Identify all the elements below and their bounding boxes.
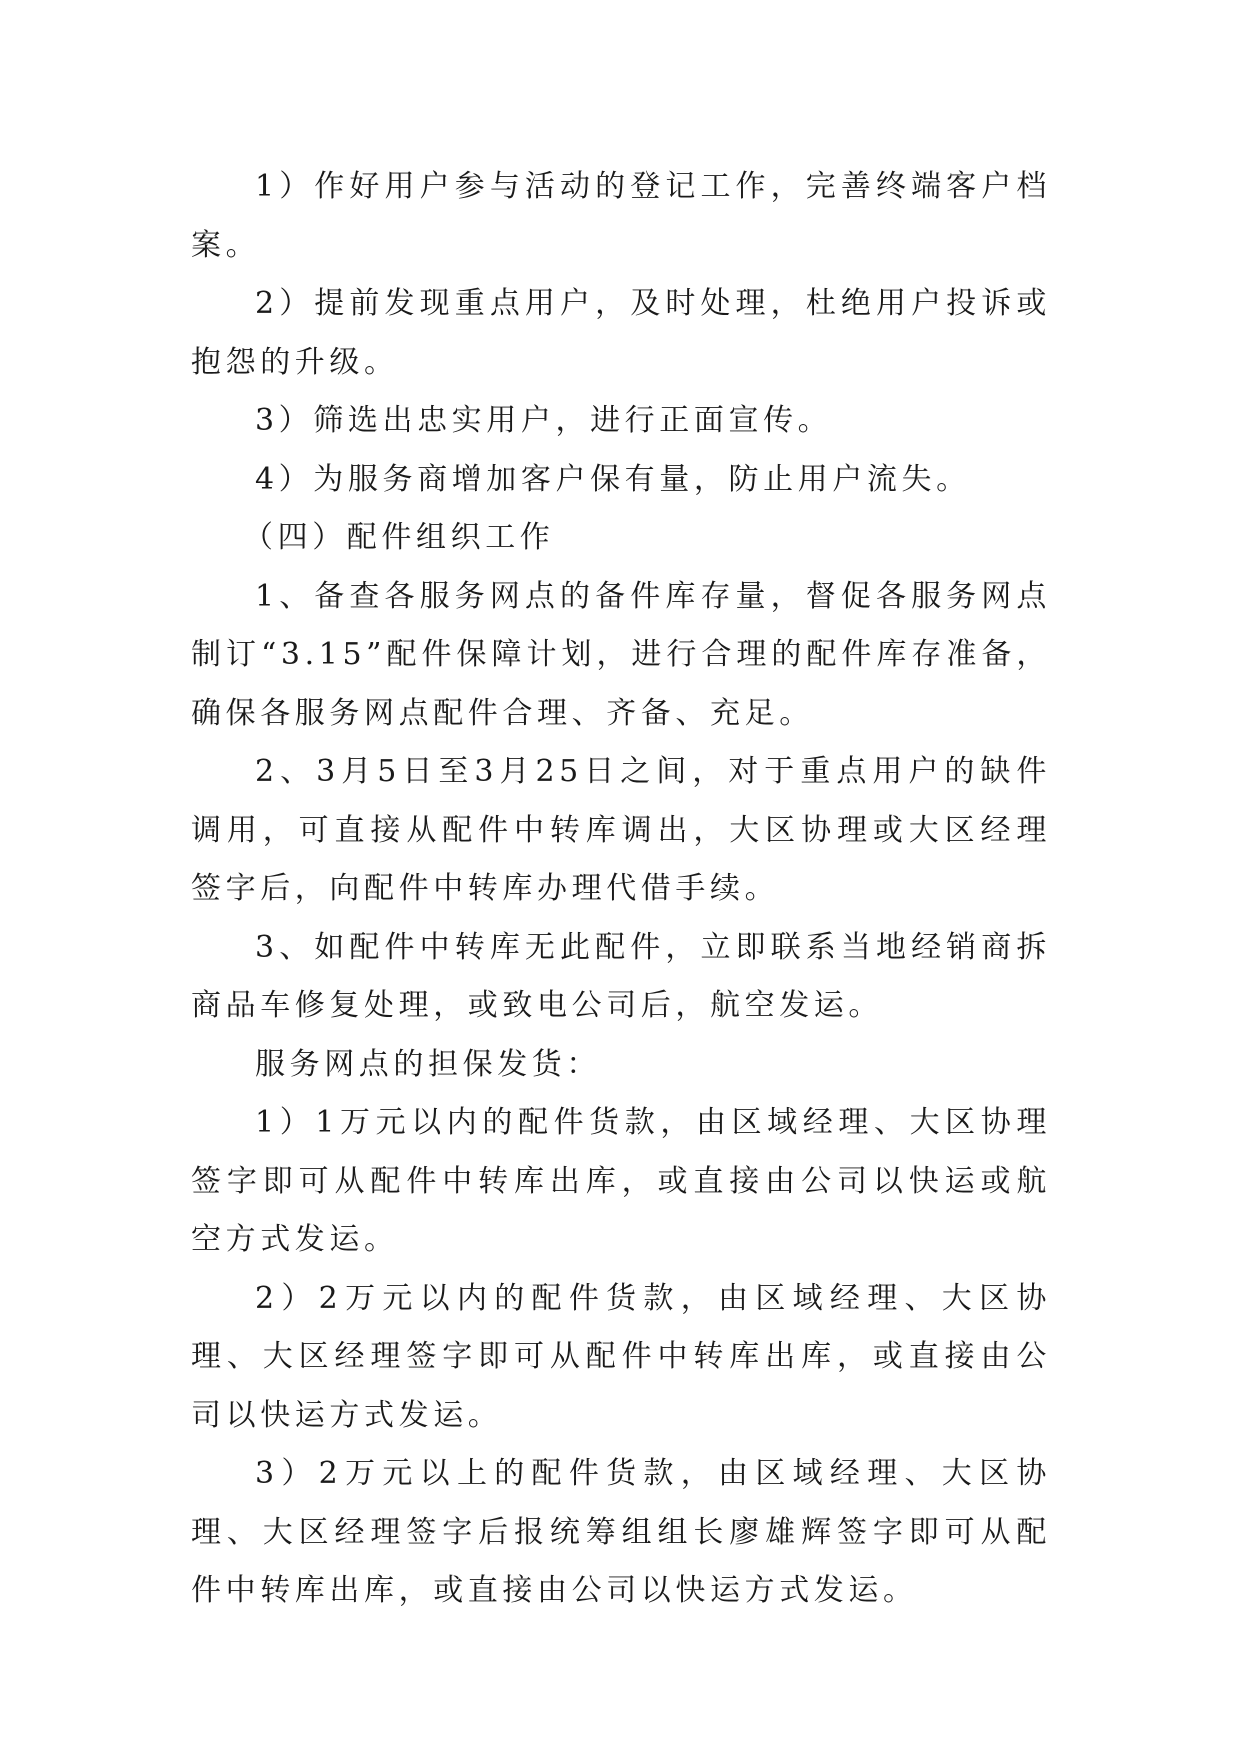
paragraph-5: 1、备查各服务网点的备件库存量，督促各服务网点制订“3.15”配件保障计划，进行合理的配件库存准备，确保各服务网点配件合理、齐备、充足。 xyxy=(191,578,1051,731)
paragraph-9: 1）1万元以内的配件货款，由区域经理、大区协理签字即可从配件中转库出库，或直接由公司以快运或航空方式发运。 xyxy=(191,1105,1051,1257)
document-body xyxy=(191,158,1051,1621)
paragraph-3: 3）筛选出忠实用户，进行正面宣传。 xyxy=(255,403,833,438)
paragraph-6: 2、3月5日至3月25日之间，对于重点用户的缺件调用，可直接从配件中转库调出，大区协理或大区经理签字后，向配件中转库办理代借手续。 xyxy=(191,754,1051,906)
paragraph-1: 1）作好用户参与活动的登记工作，完善终端客户档案。 xyxy=(191,169,1051,263)
paragraph-4: 4）为服务商增加客户保有量，防止用户流失。 xyxy=(255,461,971,497)
paragraph-2: 2）提前发现重点用户，及时处理，杜绝用户投诉或抱怨的升级。 xyxy=(191,286,1051,380)
paragraph-10: 2）2万元以内的配件货款，由区域经理、大区协理、大区经理签字即可从配件中转库出库，或直接由公司以快运方式发运。 xyxy=(191,1280,1051,1433)
paragraph-7: 3、如配件中转库无此配件，立即联系当地经销商拆商品车修复处理，或致电公司后，航空发运。 xyxy=(191,929,1051,1023)
section-heading: （四）配件组织工作 xyxy=(243,520,555,555)
paragraph-11: 3）2万元以上的配件货款，由区域经理、大区协理、大区经理签字后报统筹组组长廖雄辉签字即可从配件中转库出库，或直接由公司以快运方式发运。 xyxy=(191,1456,1051,1608)
paragraph-8: 服务网点的担保发货： xyxy=(255,1046,601,1082)
